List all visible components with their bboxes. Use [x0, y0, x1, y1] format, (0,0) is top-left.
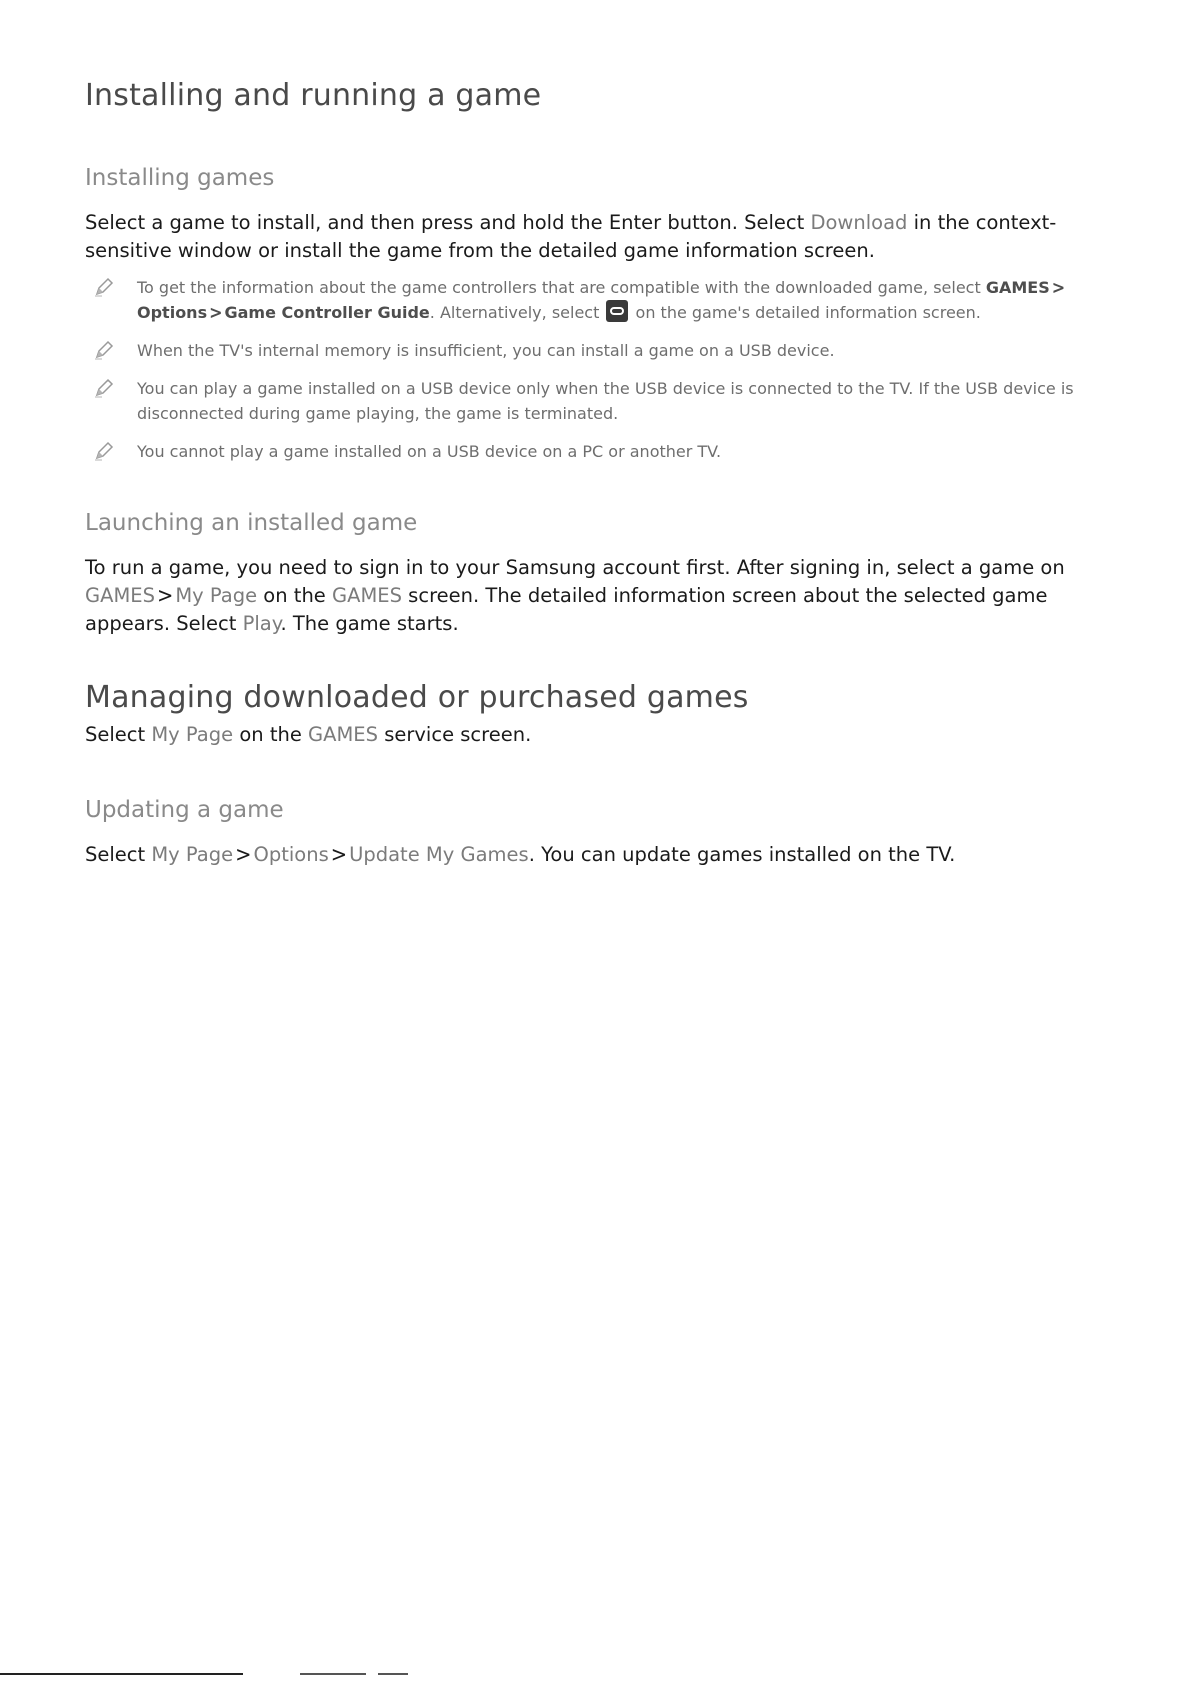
- launching-text-c: screen. The detailed information screen about the selected game appears. Select: [85, 584, 1048, 635]
- note-text: To get the information about the game controllers that are compatible with the downloaded game, select: [137, 278, 986, 297]
- chevron-right-icon: >: [1051, 277, 1066, 298]
- section-title-managing: Managing downloaded or purchased games: [85, 680, 749, 715]
- ui-path-update-my-games: Update My Games: [349, 843, 529, 866]
- ui-path-options: Options: [137, 303, 208, 322]
- updating-text-a: Select: [85, 843, 152, 866]
- note-text: You can play a game installed on a USB device only when the USB device is connected to the TV. If the USB device is disconnected during game playing, the game is terminated.: [137, 379, 1074, 423]
- updating-text-b: . You can update games installed on the TV.: [528, 843, 956, 866]
- chevron-right-icon: >: [156, 582, 174, 609]
- note-item: [85, 439, 1115, 464]
- ui-term-download: Download: [810, 211, 908, 234]
- section-heading-installing: Installing games: [85, 165, 275, 191]
- installing-text-b: in the context-sensitive window or install the game from the detailed game information screen.: [85, 211, 1057, 262]
- note-text: When the TV's internal memory is insufficient, you can install a game on a USB device.: [137, 341, 835, 360]
- ui-term-games: GAMES: [332, 584, 402, 607]
- launching-text-d: . The game starts.: [280, 612, 459, 635]
- installing-text-a: Select a game to install, and then press and hold the Enter button. Select: [85, 211, 811, 234]
- ui-term-games: GAMES: [308, 723, 379, 746]
- footer-mark: [300, 1673, 366, 1675]
- pencil-icon: [93, 440, 115, 462]
- note-item: [85, 338, 1115, 363]
- updating-paragraph: [85, 841, 1115, 869]
- ui-term-games: GAMES: [85, 584, 155, 607]
- chevron-right-icon: >: [330, 841, 348, 868]
- section-heading-launching: Launching an installed game: [85, 510, 418, 536]
- managing-paragraph: [85, 721, 1115, 749]
- pencil-icon: [93, 339, 115, 361]
- launching-paragraph: [85, 554, 1115, 638]
- note-text: You cannot play a game installed on a USB device on a PC or another TV.: [137, 442, 722, 461]
- installing-paragraph: [85, 209, 1115, 265]
- managing-text-c: service screen.: [378, 723, 532, 746]
- ui-path-games: GAMES: [985, 278, 1050, 297]
- footer-mark: [378, 1673, 408, 1675]
- ui-path-my-page: My Page: [151, 843, 234, 866]
- page-title: Installing and running a game: [85, 78, 542, 113]
- ui-term-my-page: My Page: [175, 584, 258, 607]
- note-text: . Alternatively, select: [429, 303, 605, 322]
- ui-path-options: Options: [253, 843, 329, 866]
- managing-text-a: Select: [85, 723, 152, 746]
- ui-path-game-controller-guide: Game Controller Guide: [224, 303, 430, 322]
- pencil-icon: [93, 276, 115, 298]
- installing-notes: [85, 275, 1115, 464]
- page: [85, 78, 1115, 869]
- section-heading-updating: Updating a game: [85, 797, 284, 823]
- note-text: on the game's detailed information screen.: [630, 303, 981, 322]
- note-item: [85, 275, 1115, 325]
- note-item: [85, 376, 1115, 426]
- launching-text-b: on the: [257, 584, 332, 607]
- launching-text-a: To run a game, you need to sign in to your Samsung account first. After signing in, select a game on: [85, 556, 1065, 579]
- managing-text-b: on the: [233, 723, 309, 746]
- ui-term-play: Play: [242, 612, 281, 635]
- pencil-icon: [93, 377, 115, 399]
- game-controller-icon: [606, 300, 628, 322]
- ui-term-my-page: My Page: [151, 723, 234, 746]
- chevron-right-icon: >: [235, 841, 252, 868]
- footer-rule: [0, 1673, 243, 1675]
- chevron-right-icon: >: [209, 302, 223, 323]
